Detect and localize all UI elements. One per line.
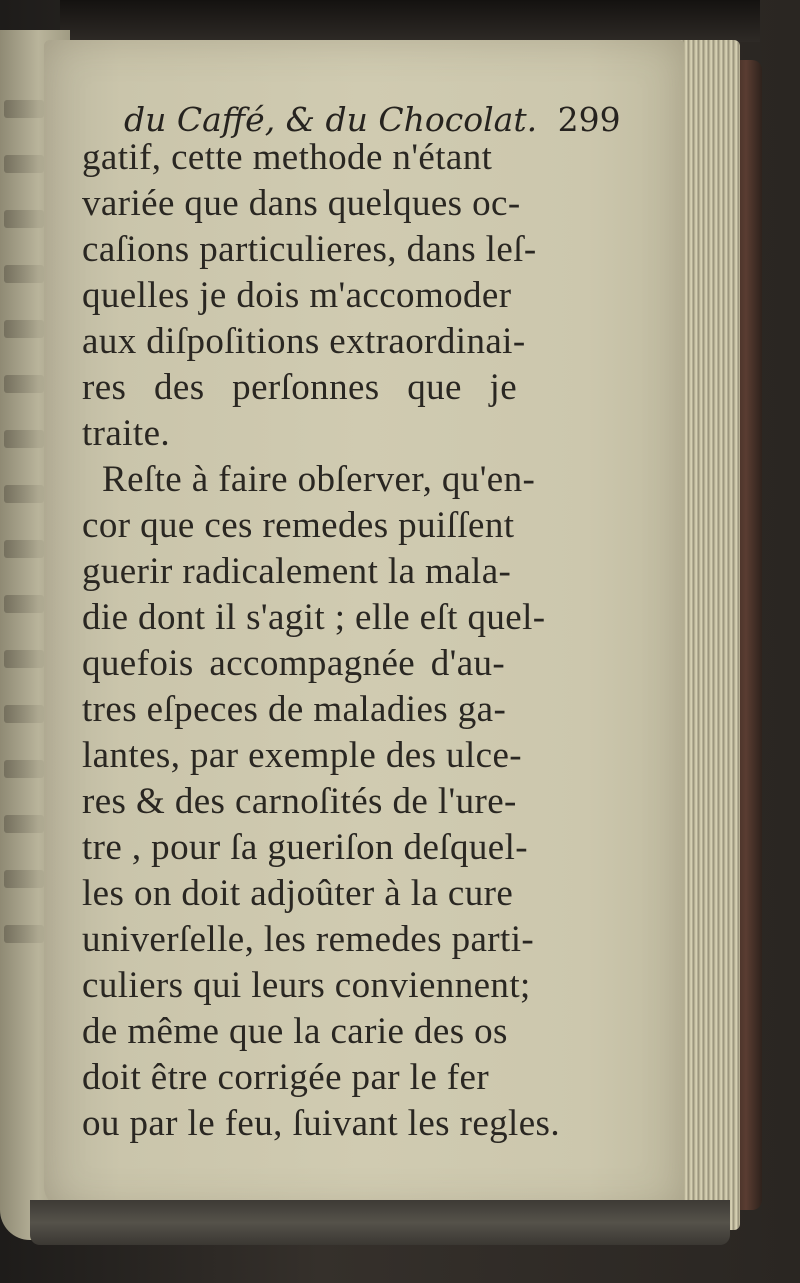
bleed-through-mark bbox=[4, 155, 44, 173]
running-head bbox=[124, 100, 621, 139]
page-number: 299 bbox=[557, 100, 621, 139]
book-top-shadow bbox=[60, 0, 760, 42]
text-line: variée que dans quelques oc- bbox=[82, 183, 521, 224]
text-line: quelles je dois m'accomoder bbox=[82, 275, 512, 316]
text-line: Reſte à faire obſerver, qu'en- bbox=[102, 459, 536, 500]
text-line: res & des carnoſités de l'ure- bbox=[82, 781, 517, 822]
bleed-through-mark bbox=[4, 100, 44, 118]
text-line: lantes, par exemple des ulce- bbox=[82, 735, 522, 776]
bleed-through-mark bbox=[4, 870, 44, 888]
bleed-through-mark bbox=[4, 485, 44, 503]
bleed-through-mark bbox=[4, 375, 44, 393]
bleed-through-mark bbox=[4, 540, 44, 558]
bleed-through-mark bbox=[4, 705, 44, 723]
bleed-through-mark bbox=[4, 760, 44, 778]
bleed-through-mark bbox=[4, 650, 44, 668]
running-head-title: du Caffé, & du Chocolat. bbox=[124, 100, 538, 139]
bleed-through-mark bbox=[4, 265, 44, 283]
text-line: de même que la carie des os bbox=[82, 1011, 508, 1052]
text-line: caſions particulieres, dans leſ- bbox=[82, 229, 537, 270]
bleed-through-mark bbox=[4, 210, 44, 228]
text-line: culiers qui leurs conviennent; bbox=[82, 965, 531, 1006]
text-line: traite. bbox=[82, 413, 171, 454]
text-line: gatif, cette methode n'étant bbox=[82, 137, 493, 178]
text-line: die dont il s'agit ; elle eſt quel- bbox=[82, 597, 546, 638]
text-line: univerſelle, les remedes parti- bbox=[82, 919, 535, 960]
text-line: cor que ces remedes puiſſent bbox=[82, 505, 515, 546]
text-line: doit être corrigée par le fer bbox=[82, 1057, 490, 1098]
text-line: guerir radicalement la mala- bbox=[82, 551, 512, 592]
bleed-through-mark bbox=[4, 595, 44, 613]
bleed-through-mark bbox=[4, 320, 44, 338]
book-bottom-edge bbox=[30, 1200, 730, 1245]
bleed-through-mark bbox=[4, 925, 44, 943]
text-line: aux diſpoſitions extraordinai- bbox=[82, 321, 526, 362]
bleed-through-mark bbox=[4, 815, 44, 833]
bleed-through-mark bbox=[4, 430, 44, 448]
text-line: tres eſpeces de maladies ga- bbox=[82, 689, 507, 730]
text-line: tre , pour ſa gueriſon deſquel- bbox=[82, 827, 528, 868]
text-line: res des perſonnes que je bbox=[82, 367, 518, 408]
text-line: quefois accompagnée d'au- bbox=[82, 643, 506, 684]
text-line: ou par le feu, ſuivant les regles. bbox=[82, 1103, 560, 1144]
text-line: les on doit adjoûter à la cure bbox=[82, 873, 514, 914]
